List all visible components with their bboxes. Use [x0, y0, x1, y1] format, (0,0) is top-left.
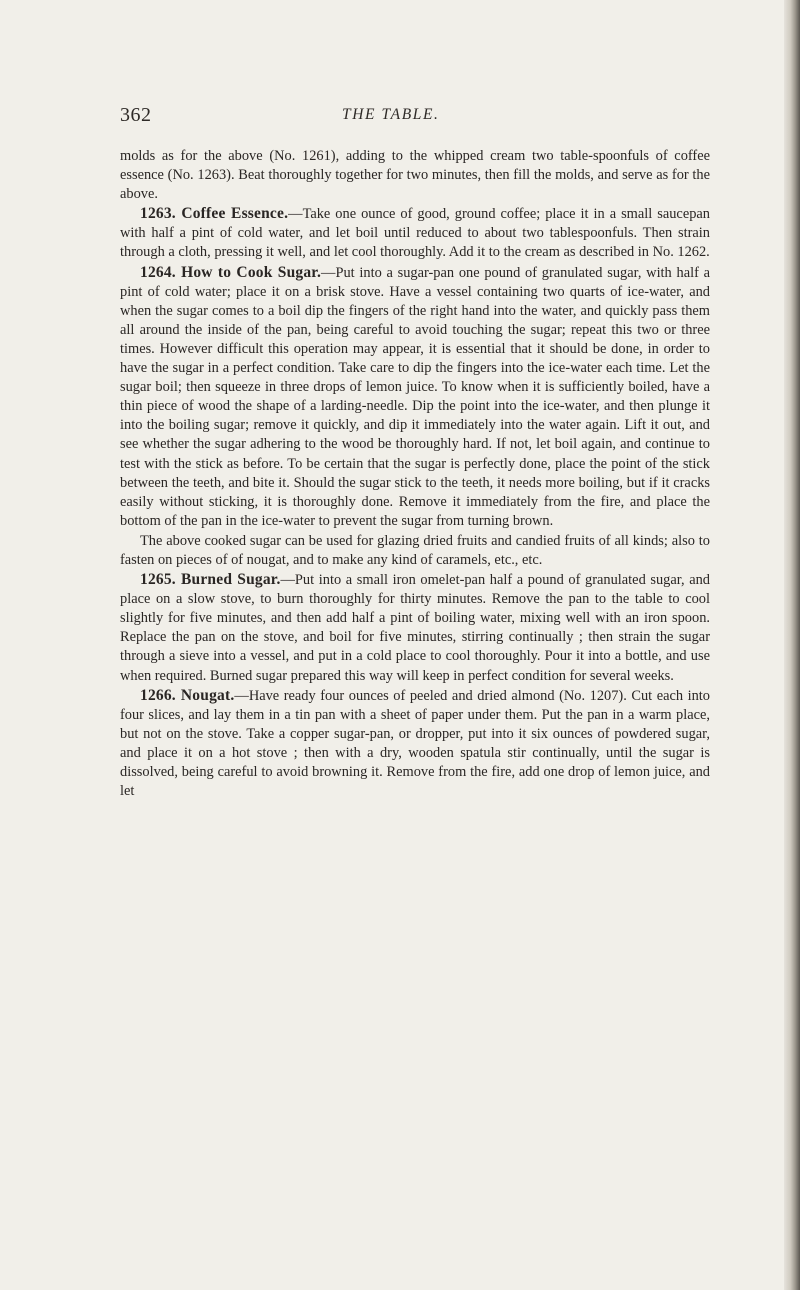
recipe-1266: [120, 686, 710, 802]
page-binding-edge: [784, 0, 800, 1290]
recipe-text: —Take one ounce of good, ground coffee; place it in a small saucepan with half a pint of cold water, and let boil until reduced to about two tablespoonfuls. Then strain through a cloth, pressing it well, and let cool thoroughly. Add it to the cream as described in No. 1262.: [120, 206, 710, 261]
recipe-heading: 1265. Burned Sugar.: [140, 571, 281, 589]
recipe-1265: [120, 570, 710, 686]
recipe-text: —Put into a small iron omelet-pan half a pound of granulated sugar, and place on a slow stove, to burn thoroughly for thirty minutes. Remove the pan to the table to cool slightly for five minutes, and then add half a pint of boiling water, mixing well with an iron spoon. Replace the pan on the stove, and boil for five minutes, stirring continually ; then strain the sugar through a sieve into a vessel, and put in a cold place to cool thoroughly. Pour it into a bottle, and use when required. Burned sugar prepared this way will keep in perfect condition for several weeks.: [120, 572, 710, 684]
running-title: THE TABLE.: [342, 106, 440, 123]
recipe-1264: [120, 263, 710, 531]
recipe-heading: 1266. Nougat.: [140, 686, 235, 704]
recipe-text: —Put into a sugar-pan one pound of granulated sugar, with half a pint of cold water; place it on a brisk stove. Have a vessel containing two quarts of ice-water, and when the sugar comes to a boil dip the fingers of the right hand into the water, and quickly pass them all around the inside of the pan, being careful to avoid touching the sugar; repeat this two or three times. However difficult this operation may appear, it is essential that it should be done, in order to have the sugar in a perfect condition. Take care to dip the fingers into the ice-water each time. Let the sugar boil; then squeeze in three drops of lemon juice. To know when it is sufficiently boiled, have a thin piece of wood the shape of a larding-needle. Dip the point into the ice-water, and then plunge it into the boiling sugar; remove it quickly, and dip it immediately into the water again. Lift it out, and see whether the sugar adhering to the wood be thoroughly hard. If not, let boil again, and continue to test with the stick as before. To be certain that the sugar is perfectly done, place the point of the stick between the teeth, and bite it. Should the sugar stick to the teeth, it needs more boiling, but if it cracks easily without sticking, it is thoroughly done. Remove it immediately from the fire, and place the bottom of the pan in the ice-water to prevent the sugar from turning brown.: [120, 264, 710, 529]
recipe-heading: 1264. How to Cook Sugar.: [140, 263, 322, 281]
paragraph-text: molds as for the above (No. 1261), adding to the whipped cream two table-spoonfuls of coffee essence (No. 1263). Beat thoroughly together for two minutes, then fill the molds, and serve as for the above.: [120, 148, 710, 203]
recipe-1263: [120, 204, 710, 262]
page-number: 362: [120, 104, 152, 126]
paragraph-note: [120, 531, 710, 570]
paragraph-continuation: [120, 146, 710, 204]
recipe-text: —Have ready four ounces of peeled and dried almond (No. 1207). Cut each into four slices, and lay them in a tin pan with a sheet of paper under them. Put the pan in a warm place, but not on the stove. Take a copper sugar-pan, or dropper, put into it six ounces of powdered sugar, and place it on a hot stove ; then with a dry, wooden spatula stir continually, until the sugar is dissolved, being careful to avoid browning it. Remove from the fire, add one drop of lemon juice, and let: [120, 687, 711, 800]
paragraph-text: The above cooked sugar can be used for glazing dried fruits and candied fruits of all kinds; also to fasten on pieces of of nougat, and to make any kind of caramels, etc., etc.: [120, 532, 710, 568]
body-text: [120, 146, 710, 801]
page-header: [120, 104, 720, 144]
recipe-heading: 1263. Coffee Essence.: [140, 205, 289, 223]
